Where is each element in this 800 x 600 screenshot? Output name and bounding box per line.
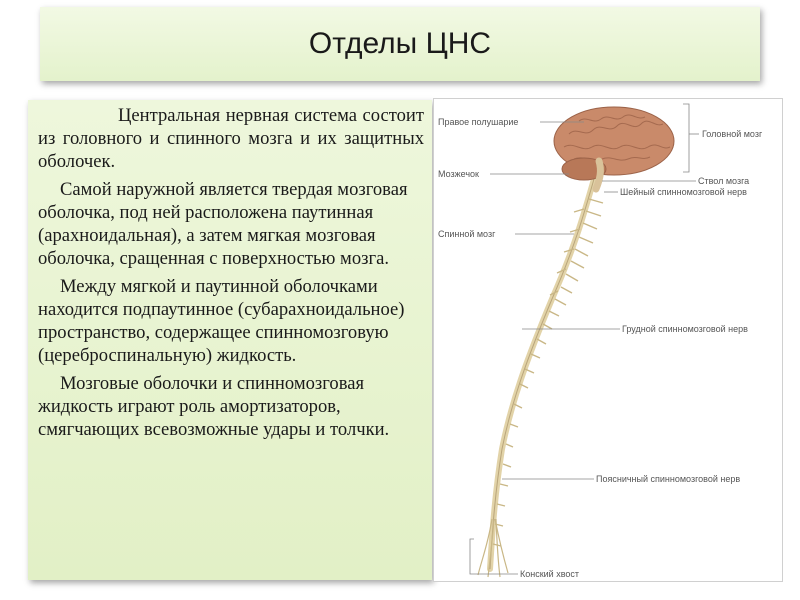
label-lumbar-nerve: Поясничный спинномозговой нерв: [596, 474, 741, 484]
text-box: [28, 100, 432, 580]
nerve-roots: [493, 199, 603, 546]
label-spinal-cord: Спинной мозг: [438, 229, 496, 239]
cns-figure: [433, 98, 783, 582]
paragraph-2: Самой наружной является твердая мозговая оболочка, под ней расположена паутинная (арахноидальная), а затем мягкая мозговая оболочка, сращенная с поверхностью мозга.: [38, 179, 408, 269]
label-brain: Головной мозг: [702, 129, 763, 139]
label-cauda-equina: Конский хвост: [520, 569, 580, 579]
label-cerebellum: Мозжечок: [438, 169, 479, 179]
title-box: [40, 7, 760, 81]
paragraph-3: Между мягкой и паутинной оболочками находится подпаутинное (субарахноидальное) пространство, содержащее спинномозговую (цереброспинальную) жидкость.: [38, 276, 405, 366]
paragraph-4: Мозговые оболочки и спинномозговая жидкость играют роль амортизаторов, смягчающих всевозможные удары и толчки.: [38, 373, 390, 440]
brainstem-shape: [596, 161, 600, 189]
label-brainstem: Ствол мозга: [698, 176, 750, 186]
slide-title: Отделы ЦНС: [308, 27, 492, 60]
cns-illustration: [434, 99, 782, 581]
label-cervical-nerve: Шейный спинномозговой нерв: [620, 187, 747, 197]
paragraph-1: Центральная нервная система состоит из головного и спинного мозга и их защитных оболочек.: [38, 105, 424, 172]
label-thoracic-nerve: Грудной спинномозговой нерв: [622, 324, 748, 334]
spinal-cord-shape: [490, 179, 594, 569]
label-right-hemisphere: Правое полушарие: [438, 117, 519, 127]
